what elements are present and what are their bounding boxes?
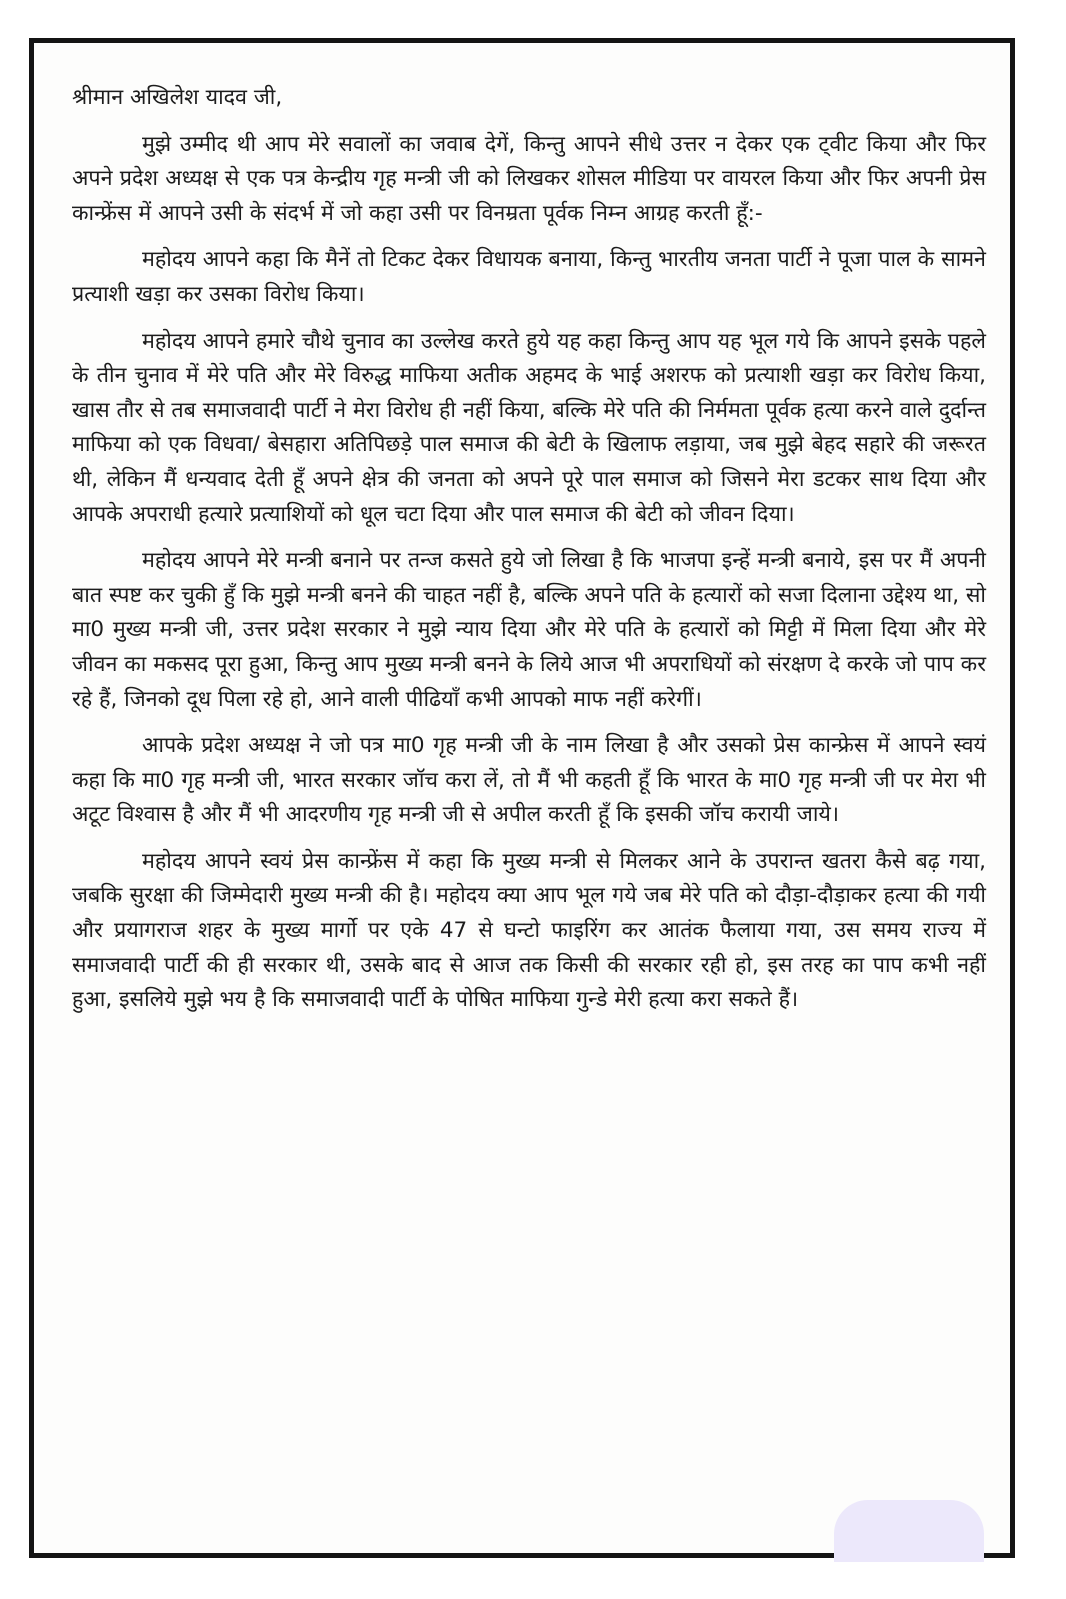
paragraph-3: महोदय आपने हमारे चौथे चुनाव का उल्लेख करते हुये यह कहा किन्तु आप यह भूल गये कि आपने इसके पहले के तीन चुनाव में मेरे पति और मेरे विरुद्ध माफिया अतीक अहमद के भाई अशरफ को प्रत्याशी खड़ा कर विरोध किया, खास तौर से तब समाजवादी पार्टी ने मेरा विरोध ही नहीं किया, बल्कि मेरे पति की निर्ममता पूर्वक हत्या करने वाले दुर्दान्त माफिया को एक विधवा/ बेसहारा अतिपिछड़े पाल समाज की बेटी के खिलाफ लड़ाया, जब मुझे बेहद सहारे की जरूरत थी, लेकिन मैं धन्यवाद देती हूँ अपने क्षेत्र की जनता को अपने पूरे पाल समाज को जिसने मेरा डटकर साथ दिया और आपके अपराधी हत्यारे प्रत्याशियों को धूल चटा दिया और पाल समाज की बेटी को जीवन दिया।	[72, 328, 986, 527]
paragraph-1: मुझे उम्मीद थी आप मेरे सवालों का जवाब देगें, किन्तु आपने सीधे उत्तर न देकर एक ट्वीट किया और फिर अपने प्रदेश अध्यक्ष से एक पत्र केन्द्रीय गृह मन्त्री जी को लिखकर शोसल मीडिया पर वायरल किया और फिर अपनी प्रेस कान्फ्रेंस में आपने उसी के संदर्भ में जो कहा उसी पर विनम्रता पूर्वक निम्न आग्रह करती हूँ:-	[72, 131, 986, 226]
paragraph-6: महोदय आपने स्वयं प्रेस कान्फ्रेंस में कहा कि मुख्य मन्त्री से मिलकर आने के उपरान्त खतरा कैसे बढ़ गया, जबकि सुरक्षा की जिम्मेदारी मुख्य मन्त्री की है। महोदय क्या आप भूल गये जब मेरे पति को दौड़ा-दौड़ाकर हत्या की गयी और प्रयागराज शहर के मुख्य मार्गो पर एके 47 से घन्टो फाइरिंग कर आतंक फैलाया गया, उस समय राज्य में समाजवादी पार्टी की ही सरकार थी, उसके बाद से आज तक किसी की सरकार रही हो, इस तरह का पाप कभी नहीं हुआ, इसलिये मुझे भय है कि समाजवादी पार्टी के पोषित माफिया गुन्डे मेरी हत्या करा सकते हैं।	[72, 848, 986, 1013]
paragraph-4: महोदय आपने मेरे मन्त्री बनाने पर तन्ज कसते हुये जो लिखा है कि भाजपा इन्हें मन्त्री बनाये, इस पर मैं अपनी बात स्पष्ट कर चुकी हुँ कि मुझे मन्त्री बनने की चाहत नहीं है, बल्कि अपने पति के हत्यारों को सजा दिलाना उद्देश्य था, सो मा0 मुख्य मन्त्री जी, उत्तर प्रदेश सरकार ने मुझे न्याय दिया और मेरे पति के हत्यारों को मिट्टी में मिला दिया और मेरे जीवन का मकसद पूरा हुआ, किन्तु आप मुख्य मन्त्री बनने के लिये आज भी अपराधियों को संरक्षण दे करके जो पाप कर रहे हैं, जिनको दूध पिला रहे हो, आने वाली पीढियाँ कभी आपको माफ नहीं करेगीं।	[72, 548, 986, 712]
paragraph-2: महोदय आपने कहा कि मैनें तो टिकट देकर विधायक बनाया, किन्तु भारतीय जनता पार्टी ने पूजा पाल के सामने प्रत्याशी खड़ा कर उसका विरोध किया।	[72, 247, 986, 307]
salutation: श्रीमान अखिलेश यादव जी,	[72, 85, 283, 110]
letter-body	[72, 81, 986, 1030]
letter-frame	[29, 38, 1015, 1558]
lilac-smudge	[834, 1500, 984, 1562]
paragraph-5: आपके प्रदेश अध्यक्ष ने जो पत्र मा0 गृह मन्त्री जी के नाम लिखा है और उसको प्रेस कान्फ्रेस में आपने स्वयं कहा कि मा0 गृह मन्त्री जी, भारत सरकार जॉच करा लें, तो मैं भी कहती हूँ कि भारत के मा0 गृह मन्त्री जी पर मेरा भी अटूट विश्वास है और मैं भी आदरणीय गृह मन्त्री जी से अपील करती हूँ कि इसकी जॉच करायी जाये।	[72, 733, 986, 828]
